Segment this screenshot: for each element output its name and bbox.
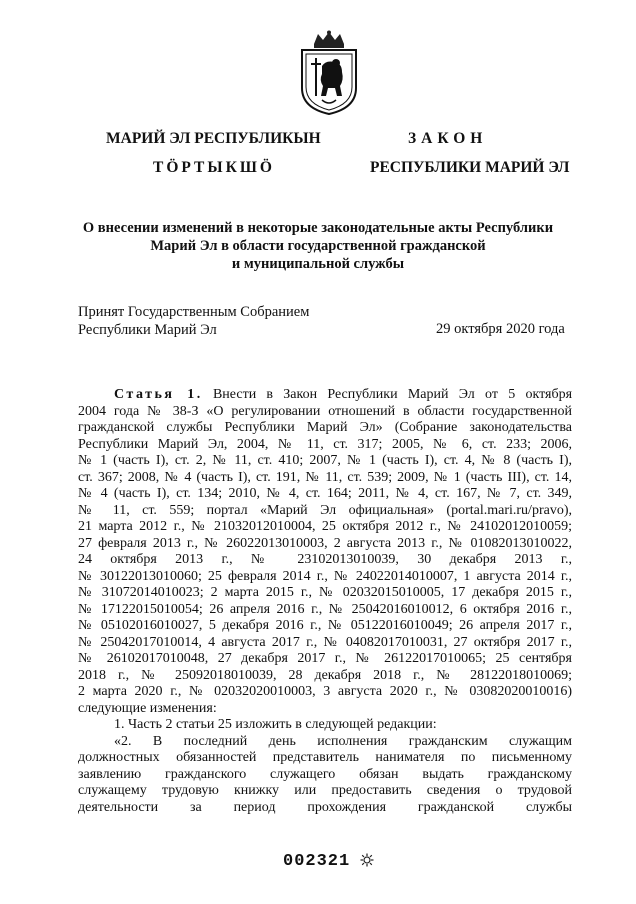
article-line: гражданской службы Республики Марий Эл» (Собрание законодательства <box>78 420 572 435</box>
article-line: 24 октября 2013 г., № 23102013010039, 30 декабря 2013 г., <box>78 552 572 567</box>
article-line: № 31072014010023; 2 марта 2015 г., № 02032015010005, 17 декабря 2015 г., <box>78 585 572 600</box>
article-line: 2004 года № 38-З «О регулировании отношений в области государственной <box>78 403 572 419</box>
adoption-line2: Республики Марий Эл <box>78 322 217 338</box>
article-line: № 1 (часть I), ст. 2, № 11, ст. 410; 2007, № 1 (часть I), ст. 4, № 8 (часть I), <box>78 453 572 468</box>
article-line: Республики Марий Эл, 2004, № 11, ст. 317; 2005, № 6, ст. 233; 2006, <box>78 436 572 452</box>
amendment-item-1: 1. Часть 2 статьи 25 изложить в следующей редакции: <box>114 717 437 732</box>
quote-line: служащему трудовую книжку или предоставить сведения о трудовой <box>78 783 572 798</box>
article-line: № 4 (часть I), ст. 134; 2010, № 4, ст. 164; 2011, № 4, ст. 167, № 7, ст. 349, <box>78 486 572 501</box>
quote-line: «2. В последний день исполнения гражданским служащим <box>114 733 572 749</box>
article-line: следующие изменения: <box>78 700 217 716</box>
article-line: № 25042017010014, 4 августа 2017 г., № 04082017010031, 27 октября 2017 г., <box>78 634 572 650</box>
article-line: № 05102016010027, 5 декабря 2016 г., № 05122016010049; 26 апреля 2017 г., <box>78 618 572 633</box>
article-line: 2018 г., № 25092018010039, 28 декабря 2018 г., № 28122018010069; <box>78 667 572 683</box>
header-left-line1: МАРИЙ ЭЛ РЕСПУБЛИКЫН <box>106 130 321 147</box>
ornament-icon <box>360 853 374 867</box>
law-title <box>40 219 596 273</box>
article-line: 27 февраля 2013 г., № 26022013010003, 2 августа 2013 г., № 01082013010022, <box>78 535 572 551</box>
article-line: № 30122013010060; 25 февраля 2014 г., № 24022014010007, 1 августа 2014 г., <box>78 568 572 584</box>
quote-line: деятельности за период прохождения гражданской службы <box>78 799 572 815</box>
law-title-line2: Марий Эл в области государственной гражданской <box>150 238 486 254</box>
header-right-line1: ЗАКОН <box>408 130 488 147</box>
adoption-date: 29 октября 2020 года <box>436 321 565 337</box>
coat-of-arms-emblem <box>292 30 366 116</box>
article-line: 21 марта 2012 г., № 21032012010004, 25 октября 2012 г., № 24102012010059; <box>78 519 572 534</box>
quote-line: заявлению гражданского служащего обязан выдать гражданскому <box>78 766 572 782</box>
law-title-line1: О внесении изменений в некоторые законодательные акты Республики <box>82 220 554 236</box>
header-right-line2: РЕСПУБЛИКИ МАРИЙ ЭЛ <box>370 159 570 176</box>
adoption-info <box>78 303 309 339</box>
article-first-line <box>78 387 572 404</box>
article-line: 2 марта 2020 г., № 02032020010003, 3 августа 2020 г., № 03082020010016) <box>78 684 572 699</box>
article-line: ст. 367; 2008, № 4 (часть I), ст. 191, № 11, ст. 539; 2009, № 1 (часть III), ст. 14, <box>78 469 572 485</box>
header-left-line2: ТӦРТЫКШӦ <box>153 159 275 176</box>
law-title-line3: и муниципальной службы <box>231 256 405 272</box>
adoption-line1: Принят Государственным Собранием <box>78 304 310 320</box>
article-line: № 17122015010054; 26 апреля 2016 г., № 25042016010012, 6 октября 2016 г., <box>78 601 572 617</box>
article-line: Внести в Закон Республики Марий Эл от 5 октября <box>212 387 573 402</box>
article-line: № 26102017010048, 27 декабря 2017 г., № 26122017010065; 25 сентября <box>78 651 572 666</box>
article-body <box>78 387 572 816</box>
article-heading: Статья 1. <box>114 387 203 402</box>
document-number: 002321 <box>283 852 351 871</box>
quote-line: должностных обязанностей представитель нанимателя по письменному <box>78 750 572 765</box>
article-line: № 11, ст. 559; портал «Марий Эл официальная» (portal.mari.ru/pravo), <box>78 502 572 518</box>
